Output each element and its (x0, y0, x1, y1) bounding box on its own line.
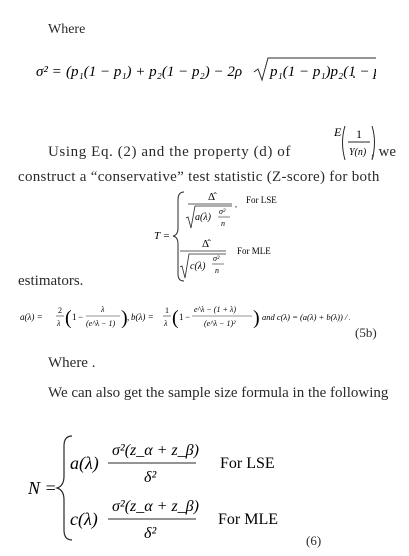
N-label-lse: For LSE (220, 455, 275, 472)
a-frac-den: (e^λ − 1) (86, 319, 116, 328)
b-lambda: λ (164, 319, 168, 328)
a-paren-l: ( (65, 307, 72, 329)
N-lhs: N = (28, 478, 57, 498)
N-bottom-den: δ² (144, 525, 157, 542)
expectation-num: 1 (356, 127, 362, 141)
T-mle-sigma: σ² (213, 254, 220, 263)
b-frac-num: e^λ − (1 + λ) (194, 305, 236, 314)
para-using-line1: Using Eq. (2) and the property (d) of (48, 144, 291, 160)
b-frac-den: (e^λ − 1)² (204, 319, 236, 328)
a-paren-r: ) (121, 307, 128, 329)
para-estimators: estimators. (18, 273, 84, 289)
equation-6 (28, 432, 308, 549)
b-paren-l: ( (172, 307, 179, 329)
para-where-1: Where (48, 22, 86, 37)
equation-5b-svg (20, 298, 350, 338)
sigma-lhs: σ² = (36, 64, 62, 80)
sep-1: , (127, 312, 130, 322)
T-mle-c: c(λ) (190, 261, 206, 272)
T-lhs: T = (154, 230, 171, 242)
b-one-num: 1 (165, 306, 169, 315)
sigma-period: . (352, 65, 356, 82)
a-one: 1 (72, 312, 77, 322)
N-label-mle: For MLE (218, 511, 278, 528)
T-lse-a: a(λ) (195, 212, 211, 223)
expectation-E: E (334, 125, 342, 139)
b-one: 1 (179, 312, 184, 322)
T-mle-num: Δ̂ (202, 238, 210, 250)
left-paren (343, 126, 346, 160)
T-mle-label: For MLE (237, 246, 271, 256)
N-top-num: σ²(z_α + z_β) (112, 442, 199, 459)
c-def: and c(λ) = (a(λ) + b(λ)) / 2 (262, 312, 350, 322)
T-mle-n: n (215, 266, 219, 275)
b-lhs: b(λ) = (131, 312, 154, 322)
sigma-equation (36, 56, 376, 86)
equation-5b (20, 298, 350, 343)
sigma-part1: (p₁(1 − p₁) + p₂(1 − p₂) − 2ρ (66, 64, 243, 80)
T-lse-n: n (221, 219, 225, 228)
a-frac-lambda: λ (101, 305, 105, 314)
b-paren-r: ) (253, 307, 260, 329)
T-definition-svg (148, 188, 308, 284)
expectation-den: Y(n) (349, 147, 367, 158)
para-where-2: Where . (48, 355, 96, 371)
T-definition (148, 188, 308, 289)
N-c-term: c(λ) (70, 509, 98, 529)
eq5b-number: (5b) (355, 325, 377, 340)
a-lhs: a(λ) = (20, 312, 43, 322)
sigma-sqrt-arg: p₁(1 − p₁)p₂(1 − (270, 64, 370, 80)
N-bottom-num: σ²(z_α + z_β) (112, 498, 199, 515)
a-minus: − (78, 312, 84, 322)
N-top-den: δ² (144, 469, 157, 486)
eq6-number: (6) (306, 533, 322, 548)
para-using-line2: construct a “conservative” test statistic (Z-score) for both (18, 169, 380, 185)
sigma-equation-svg (36, 56, 376, 86)
para-using-comma-we: , we (371, 144, 396, 160)
a-two: 2 (58, 306, 62, 315)
N-a-term: a(λ) (70, 453, 99, 473)
para-sample: We can also get the sample size formula in the following (48, 385, 389, 401)
b-minus: − (185, 312, 191, 322)
a-lambda: λ (57, 319, 61, 328)
T-lse-comma: , (235, 200, 237, 209)
T-lse-num: Δ̂ (208, 191, 216, 203)
equation-6-svg (28, 432, 308, 544)
T-lse-label: For LSE (246, 195, 277, 205)
T-lse-sigma: σ² (219, 207, 226, 216)
